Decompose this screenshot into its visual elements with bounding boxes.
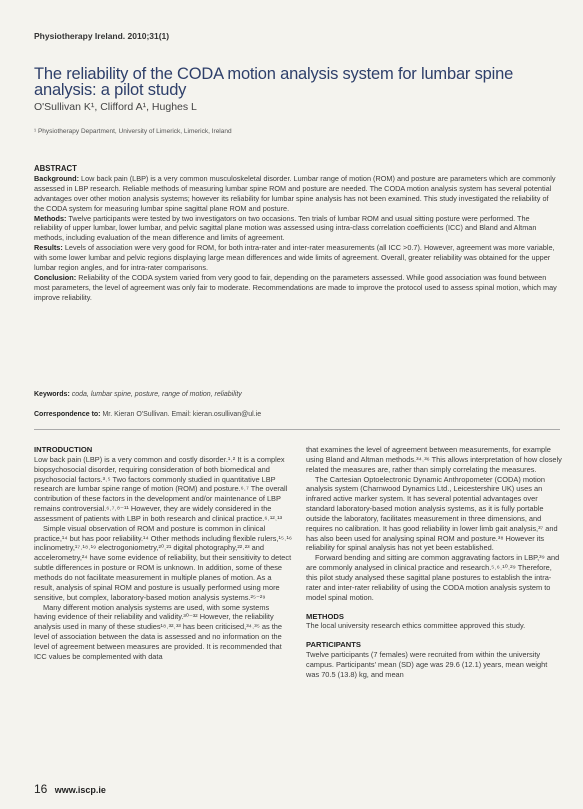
page-number: 16 <box>34 782 48 796</box>
page-footer <box>34 782 106 796</box>
correspondence-label: Correspondence to: <box>34 411 101 418</box>
abstract-conclusion <box>34 273 560 303</box>
conclusion-label: Conclusion: <box>34 272 77 282</box>
keywords-label: Keywords: <box>34 391 70 398</box>
abstract-heading: ABSTRACT <box>34 164 77 173</box>
right-paragraph-2: The Cartesian Optoelectronic Dynamic Anthropometer (CODA) motion analysis system (Charnwood Dynamics Ltd., Leicestershire UK) uses an infrared active marker system. It has several potential advantages over standard laboratory-based motion analysis systems, as it is fully portable outside the laboratory, facilitates measurement in three dimensions, and requires no calibration. It has good reliability in lower limb gait analysis,³⁷ and has also been used for analysing spinal ROM and posture.³⁸ However its reliability for spinal analysis has not yet been established. <box>306 474 558 553</box>
intro-paragraph-1: Low back pain (LBP) is a very common and costly disorder.¹˒² It is a complex biopsychosocial disorder, requiring consideration of both biomedical and psychosocial factors.³˒⁵ Two factors commonly studied in quantitative LBP research are lumbar spine range of motion (ROM) and posture.⁶˒⁷ The overall contribution of these factors in the development and/or maintenance of LBP remains controversial.⁶˒⁷˒⁸⁻¹¹ However, they are widely considered in the assessment of patients with LBP in both research and clinical practice.⁶˒¹²˒¹³ <box>34 454 288 523</box>
intro-paragraph-2: Simple visual observation of ROM and posture is common in clinical practice,¹⁴ but has poor reliability.¹⁴ Other methods including flexible rulers,¹⁵˒¹⁶ inclinometry,¹⁷˒¹⁸˒¹⁹ electrogoniometry,²⁰˒²¹ digital photography,²²˒²³ and accelerometry,²⁴ have some evidence of reliability, but their sensitivity to detect subtle differences in posture or ROM is unknown. In addition, some of these methods do not facilitate measurement in multiple planes of motion. As a result, analysis of spinal ROM and posture is usually performed using more sensitive, but complex, laboratory-based motion analysis systems.²⁵⁻²⁹ <box>34 523 292 602</box>
website-link[interactable]: www.iscp.ie <box>54 785 106 795</box>
abstract-block <box>34 164 560 303</box>
body-column-left <box>34 445 292 662</box>
background-label: Background: <box>34 173 79 183</box>
keywords-line <box>34 391 242 398</box>
introduction-heading: INTRODUCTION <box>34 445 93 454</box>
participants-heading: PARTICIPANTS <box>306 640 361 650</box>
background-text: Low back pain (LBP) is a very common musculoskeletal disorder. Lumbar range of motion (ROM) and posture are parameters which are commonly assessed in LBP research. Reliable methods of measuring lumbar spine ROM and posture are needed. The CODA motion analysis system has several potential advantages over other motion analysis systems; however its reliability for lumbar spine analysis has not been examined. This study investigated the reliability of the CODA system for measuring lumbar spine sagittal plane ROM and posture. <box>34 173 556 213</box>
methods-heading: METHODS <box>306 611 344 621</box>
abstract-background <box>34 174 560 214</box>
participants-paragraph: Twelve participants (7 females) were recruited from within the university campus. Participants' mean (SD) age was 29.6 (12.1) years, mean weight was 70.5 (13.8) kg, and mean <box>306 650 548 679</box>
methods-label: Methods: <box>34 213 67 223</box>
results-label: Results: <box>34 243 63 253</box>
methods-text: Twelve participants were tested by two investigators on two occasions. Ten trials of lumbar ROM and usual sitting posture were performed. The reliability of upper lumbar, lower lumbar, and pelvic sagittal plane motion was assessed using intra-class correlation coefficients (ICC) and Bland and Altman methods, including evaluation of the mean difference and limits of agreement. <box>34 213 537 243</box>
methods-paragraph: The local university research ethics committee approved this study. <box>306 621 526 631</box>
author-affiliation: ¹ Physiotherapy Department, University of Limerick, Limerick, Ireland <box>34 128 232 135</box>
body-column-right <box>306 445 562 680</box>
abstract-results <box>34 243 560 273</box>
right-paragraph-3: Forward bending and sitting are common aggravating factors in LBP,³⁹ and are commonly analysed in clinical practice and research.⁵˒⁶˒¹⁰˒²⁹ Therefore, this pilot study analysed these sagittal plane postures to establish the intra-rater and inter-rater reliability of using the CODA motion analysis system to model spinal motion. <box>306 553 560 602</box>
right-paragraph-1: that examines the level of agreement between measurements, for example using Bland and Altman methods.³⁴˒³⁶ This allows interpretation of how closely related the measures are, rather than simply correlating the measures. <box>306 445 562 474</box>
keywords-text: coda, lumbar spine, posture, range of motion, reliability <box>71 391 242 398</box>
conclusion-text: Reliability of the CODA system varied from very good to fair, depending on the parameters assessed. While good association was found between most parameters, the level of agreement was only fair to moderate. Recommendations are made to improve the protocol used to assess spinal motion, which may improve reliability. <box>34 272 557 302</box>
intro-paragraph-3: Many different motion analysis systems are used, with some systems having evidence of their reliability and validity.³⁰⁻³² However, the reliability analysis used in many of these studies¹⁸˒³²˒³³ has been criticised,³⁴˒³⁵ as the level of association between the data is assessed and no information on the level of agreement between measures are provided. It is recommended that ICC values be complemented with data <box>34 602 283 661</box>
correspondence-line <box>34 411 261 418</box>
author-list: O'Sullivan K¹, Clifford A¹, Hughes L <box>34 101 197 113</box>
article-title: The reliability of the CODA motion analysis system for lumbar spine analysis: a pilot study <box>34 65 514 99</box>
results-text: Levels of association were very good for ROM, for both intra-rater and inter-rater measurements (all ICC >0.7). However, agreement was more variable, with some lower lumbar and pelvic regions displaying large mean differences and wide limits of agreement. Overall, greater reliability was obtained for the upper lumbar region angles, and for intra-rater comparisons. <box>34 243 555 273</box>
abstract-methods <box>34 214 560 244</box>
section-divider <box>34 429 560 430</box>
journal-citation: Physiotherapy Ireland. 2010;31(1) <box>34 31 170 41</box>
correspondence-text: Mr. Kieran O'Sullivan. Email: kieran.osullivan@ul.ie <box>102 411 262 418</box>
